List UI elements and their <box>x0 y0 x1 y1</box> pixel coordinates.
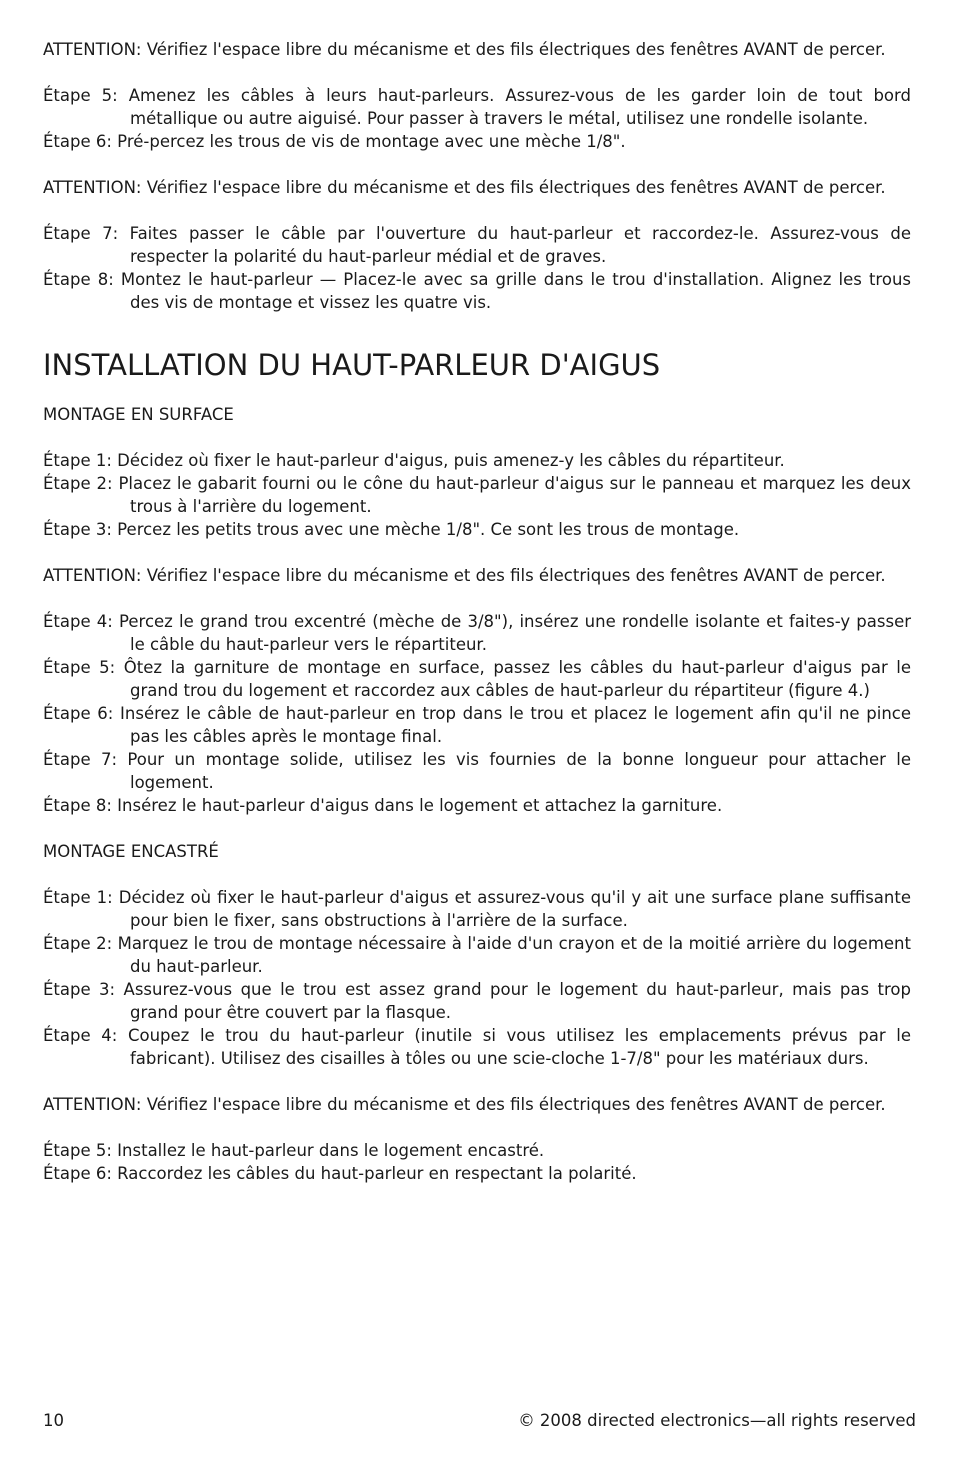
step-item: Étape 4: Percez le grand trou excentré (mèche de 3/8"), insérez une rondelle isolante et faites-y passer le câble du haut-parleur vers le répartiteur. <box>43 612 911 654</box>
copyright-notice: © 2008 directed electronics—all rights reserved <box>518 1411 916 1430</box>
attention-note: ATTENTION: Vérifiez l'espace libre du mécanisme et des fils électriques des fenêtres AVANT de percer. <box>43 40 886 59</box>
step-item: Étape 7: Faites passer le câble par l'ouverture du haut-parleur et raccordez-le. Assurez-vous de respecter la polarité du haut-parleur médial et de graves. <box>43 224 911 266</box>
step-item: Étape 8: Insérez le haut-parleur d'aigus dans le logement et attachez la garniture. <box>43 796 723 815</box>
subsection-heading-surface: MONTAGE EN SURFACE <box>43 405 234 424</box>
document-page <box>43 38 911 1185</box>
step-item: Étape 5: Ôtez la garniture de montage en surface, passez les câbles du haut-parleur d'aigus par le grand trou du logement et raccordez aux câbles de haut-parleur du répartiteur (figure 4.) <box>43 658 911 700</box>
step-item: Étape 4: Coupez le trou du haut-parleur (inutile si vous utilisez les emplacements prévus par le fabricant). Utilisez des cisailles à tôles ou une scie-cloche 1-7/8" pour les matériaux durs. <box>43 1026 911 1068</box>
step-item: Étape 2: Marquez le trou de montage nécessaire à l'aide d'un crayon et de la moitié arrière du logement du haut-parleur. <box>43 934 911 976</box>
step-item: Étape 6: Insérez le câble de haut-parleur en trop dans le trou et placez le logement afin qu'il ne pince pas les câbles après le montage final. <box>43 704 911 746</box>
page-footer <box>43 1409 916 1433</box>
step-item: Étape 3: Percez les petits trous avec une mèche 1/8". Ce sont les trous de montage. <box>43 520 740 539</box>
step-item: Étape 1: Décidez où fixer le haut-parleur d'aigus, puis amenez-y les câbles du répartiteur. <box>43 451 785 470</box>
subsection-heading-flush: MONTAGE ENCASTRÉ <box>43 842 219 861</box>
attention-note: ATTENTION: Vérifiez l'espace libre du mécanisme et des fils électriques des fenêtres AVANT de percer. <box>43 1095 886 1114</box>
step-item: Étape 6: Raccordez les câbles du haut-parleur en respectant la polarité. <box>43 1164 637 1183</box>
section-title: INSTALLATION DU HAUT-PARLEUR D'AIGUS <box>43 348 661 382</box>
step-item: Étape 2: Placez le gabarit fourni ou le cône du haut-parleur d'aigus sur le panneau et marquez les deux trous à l'arrière du logement. <box>43 474 911 516</box>
step-item: Étape 3: Assurez-vous que le trou est assez grand pour le logement du haut-parleur, mais pas trop grand pour être couvert par la flasque. <box>43 980 911 1022</box>
attention-note: ATTENTION: Vérifiez l'espace libre du mécanisme et des fils électriques des fenêtres AVANT de percer. <box>43 178 886 197</box>
step-item: Étape 6: Pré-percez les trous de vis de montage avec une mèche 1/8". <box>43 132 626 151</box>
step-item: Étape 5: Installez le haut-parleur dans le logement encastré. <box>43 1141 545 1160</box>
page-number: 10 <box>43 1411 64 1430</box>
step-item: Étape 1: Décidez où fixer le haut-parleur d'aigus et assurez-vous qu'il y ait une surface plane suffisante pour bien le fixer, sans obstructions à l'arrière de la surface. <box>43 888 911 930</box>
step-item: Étape 5: Amenez les câbles à leurs haut-parleurs. Assurez-vous de les garder loin de tout bord métallique ou autre aiguisé. Pour passer à travers le métal, utilisez une rondelle isolante. <box>43 86 911 128</box>
attention-note: ATTENTION: Vérifiez l'espace libre du mécanisme et des fils électriques des fenêtres AVANT de percer. <box>43 566 886 585</box>
step-item: Étape 7: Pour un montage solide, utilisez les vis fournies de la bonne longueur pour attacher le logement. <box>43 750 911 792</box>
step-item: Étape 8: Montez le haut-parleur — Placez-le avec sa grille dans le trou d'installation. Alignez les trous des vis de montage et vissez les quatre vis. <box>43 270 911 312</box>
